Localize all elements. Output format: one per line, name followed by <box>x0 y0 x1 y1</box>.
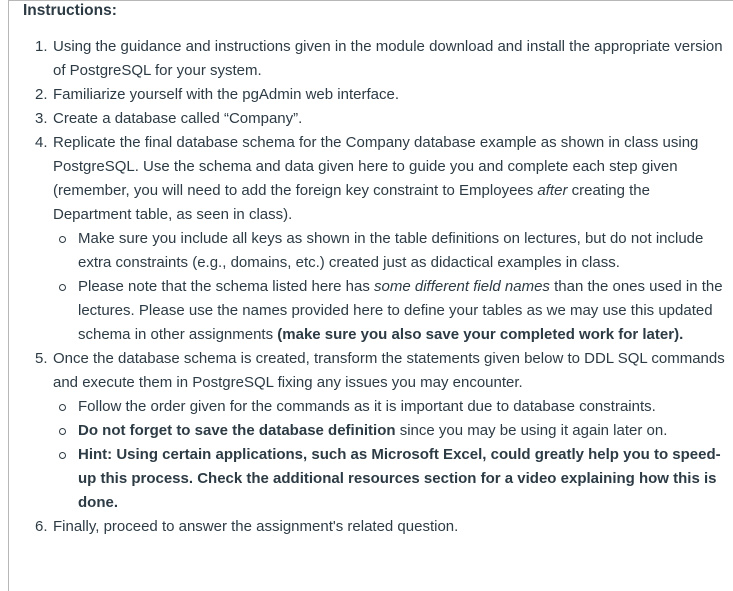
sub-bullet-item <box>78 227 725 275</box>
step-text-emphasis: after <box>537 182 568 199</box>
sub-bullet-text <box>78 278 723 343</box>
instructions-heading: Instructions: <box>23 2 117 19</box>
step-text: Using the guidance and instructions given in the module download and install the appropriate version of PostgreSQL for your system. <box>53 38 723 79</box>
list-item-step-6 <box>35 515 725 539</box>
sub-bullet-item <box>78 395 725 419</box>
step-number: 1. <box>35 38 48 55</box>
step-number: 6. <box>35 518 48 535</box>
step-text: Once the database schema is created, transform the statements given below to DDL SQL commands and execute them in PostgreSQL fixing any issues you may encounter. <box>53 350 725 391</box>
sub-bullet-text-part: than the ones used in the lectures. Please use the names provided here to define your tables as we may use this updated schema in other assignments <box>78 278 723 343</box>
step-text: Finally, proceed to answer the assignment's related question. <box>53 518 459 535</box>
step-text-part: creating the Department table, as seen in class). <box>53 182 650 223</box>
circle-bullet-icon <box>59 236 66 243</box>
list-item-step-2 <box>35 83 725 107</box>
list-item-step-4 <box>35 131 725 347</box>
circle-bullet-icon <box>59 404 66 411</box>
sub-bullet-list <box>53 395 725 515</box>
sub-bullet-text-part: since you may be using it again later on. <box>395 422 668 439</box>
instructions-list <box>35 35 725 539</box>
list-item-step-5 <box>35 347 725 515</box>
circle-bullet-icon <box>59 452 66 459</box>
circle-bullet-icon <box>59 428 66 435</box>
sub-bullet-strong: Do not forget to save the database definition <box>78 422 396 439</box>
list-item-step-1 <box>35 35 725 83</box>
sub-bullet-text: Follow the order given for the commands as it is important due to database constraints. <box>78 398 656 415</box>
sub-bullet-item <box>78 275 725 347</box>
step-number: 2. <box>35 86 48 103</box>
sub-bullet-text: Make sure you include all keys as shown in the table definitions on lectures, but do not include extra constraints (e.g., domains, etc.) created just as didactical examples in class. <box>78 230 704 271</box>
sub-bullet-text <box>78 422 667 439</box>
sub-bullet-item <box>78 443 725 515</box>
step-text: Create a database called “Company”. <box>53 110 303 127</box>
step-text: Familiarize yourself with the pgAdmin web interface. <box>53 86 399 103</box>
sub-bullet-strong: Hint: Using certain applications, such as Microsoft Excel, could greatly help you to speed-up this process. Check the additional resources section for a video explaining how this is done. <box>78 446 721 511</box>
step-number: 3. <box>35 110 48 127</box>
sub-bullet-list <box>53 227 725 347</box>
step-number: 4. <box>35 134 48 151</box>
sub-bullet-text-part: Please note that the schema listed here has <box>78 278 375 295</box>
step-number: 5. <box>35 350 48 367</box>
sub-bullet-strong: (make sure you also save your completed work for later). <box>277 326 684 343</box>
sub-bullet-item <box>78 419 725 443</box>
step-text-part: Replicate the final database schema for the Company database example as shown in class using PostgreSQL. Use the schema and data given here to guide you and complete each step given (remember, you will need to add the foreign key constraint to Employees <box>53 134 699 199</box>
sub-bullet-emphasis: some different field names <box>374 278 550 295</box>
list-item-step-3 <box>35 107 725 131</box>
step-text <box>53 134 698 223</box>
circle-bullet-icon <box>59 284 66 291</box>
